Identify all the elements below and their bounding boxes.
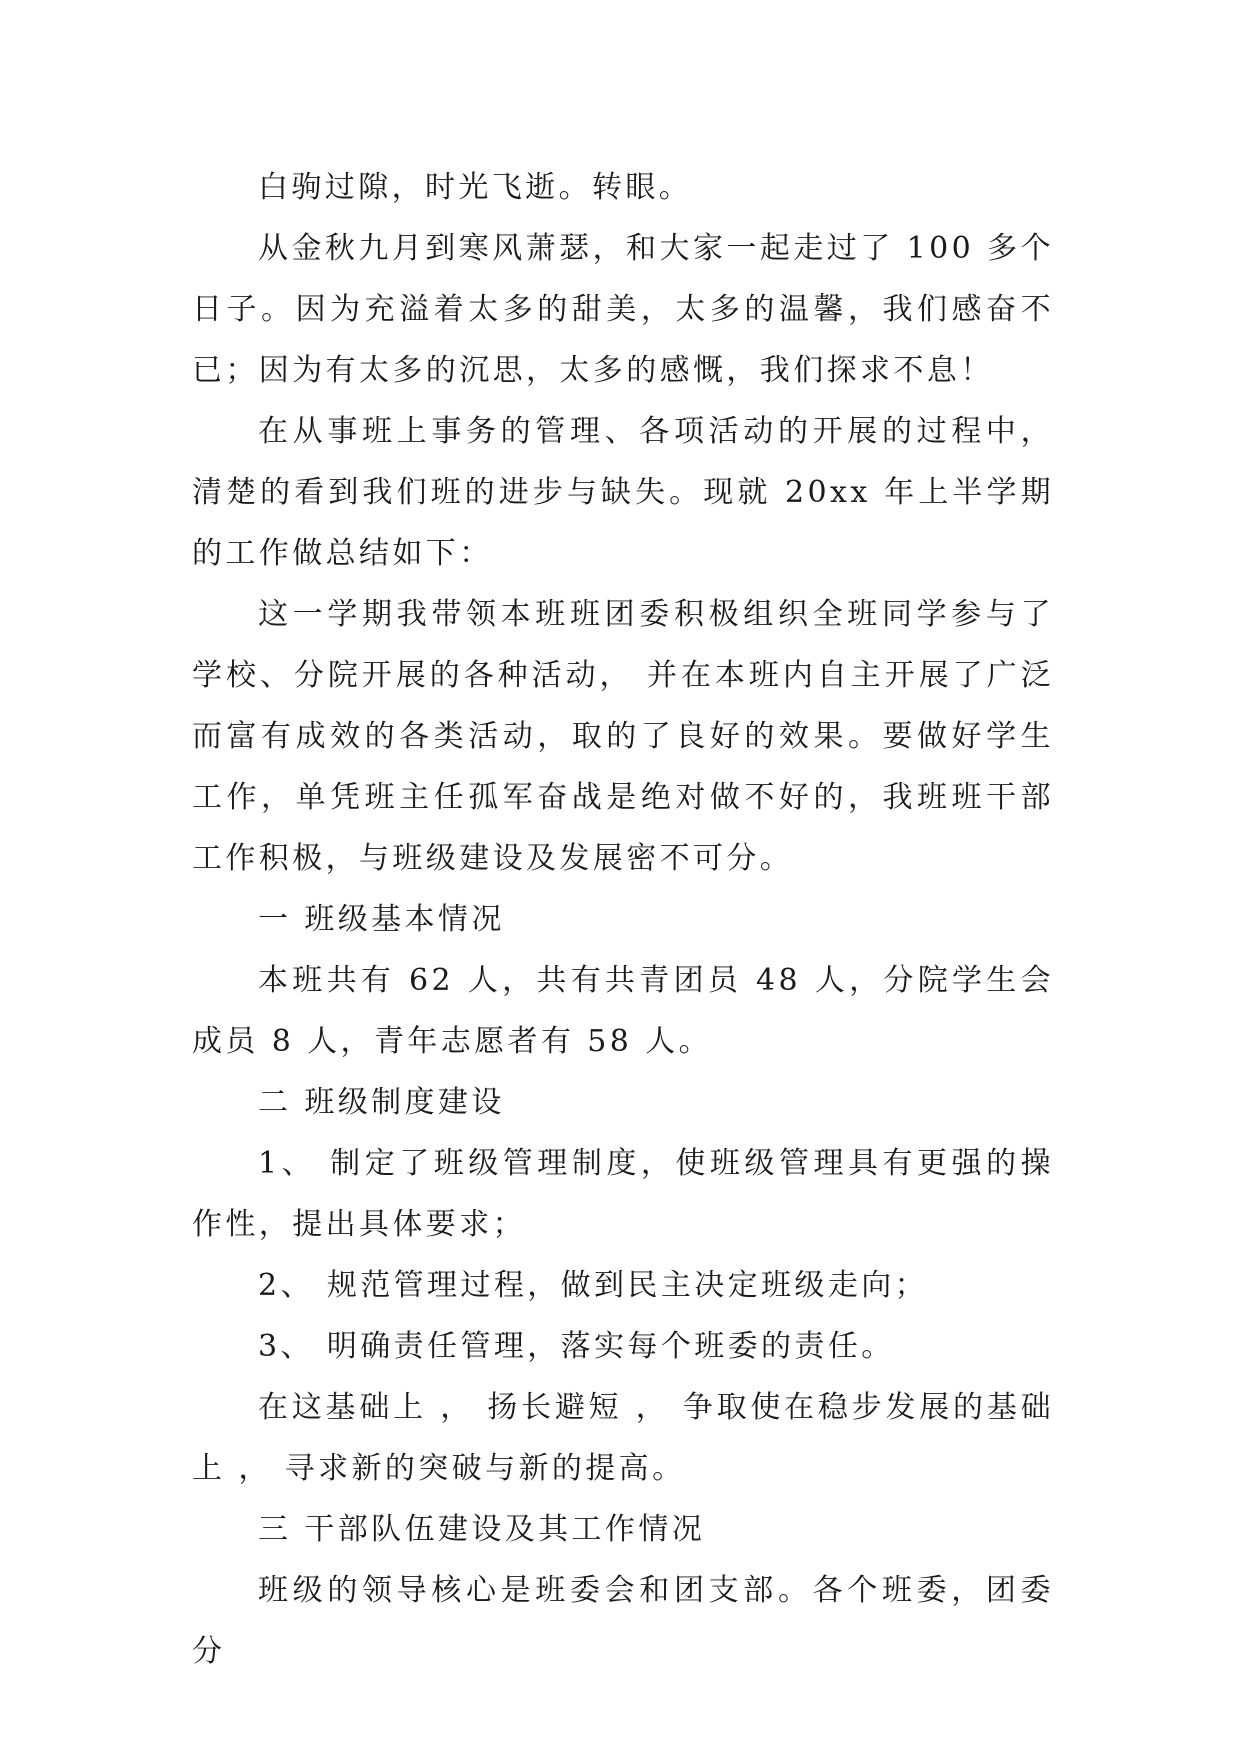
paragraph-activities: 这一学期我带领本班班团委积极组织全班同学参与了学校、分院开展的各种活动， 并在本班内自主开展了广泛而富有成效的各类活动，取的了良好的效果。要做好学生工作，单凭班主任孤军奋战是绝对做不好的，我班班干部工作积极，与班级建设及发展密不可分。 — [192, 597, 1054, 876]
paragraph-intro: 白驹过隙，时光飞逝。转眼。 — [258, 170, 693, 205]
section-heading-system-building: 二 班级制度建设 — [258, 1085, 505, 1120]
list-item-rule-3: 3、 明确责任管理，落实每个班委的责任。 — [258, 1329, 895, 1364]
paragraph-foundation: 在这基础上 ， 扬长避短 ， 争取使在稳步发展的基础上 ， 寻求新的突破与新的提高。 — [192, 1390, 1054, 1486]
paragraph-autumn: 从金秋九月到寒风萧瑟，和大家一起走过了 100 多个日子。因为充溢着太多的甜美，太多的温馨，我们感奋不已；因为有太多的沉思，太多的感慨，我们探求不息！ — [192, 231, 1054, 388]
list-item-rule-2: 2、 规范管理过程，做到民主决定班级走向； — [258, 1268, 929, 1303]
section-heading-cadre-team: 三 干部队伍建设及其工作情况 — [258, 1512, 706, 1547]
paragraph-class-members: 本班共有 62 人，共有共青团员 48 人，分院学生会成员 8 人，青年志愿者有 58 人。 — [192, 963, 1054, 1059]
list-item-rule-1: 1、 制定了班级管理制度，使班级管理具有更强的操作性，提出具体要求； — [192, 1146, 1054, 1242]
paragraph-leadership-core: 班级的领导核心是班委会和团支部。各个班委，团委分 — [192, 1573, 1054, 1669]
document-body — [192, 157, 1054, 1682]
paragraph-progress: 在从事班上事务的管理、各项活动的开展的过程中，清楚的看到我们班的进步与缺失。现就 20xx 年上半学期的工作做总结如下： — [192, 414, 1054, 571]
section-heading-basic-info: 一 班级基本情况 — [258, 902, 505, 937]
